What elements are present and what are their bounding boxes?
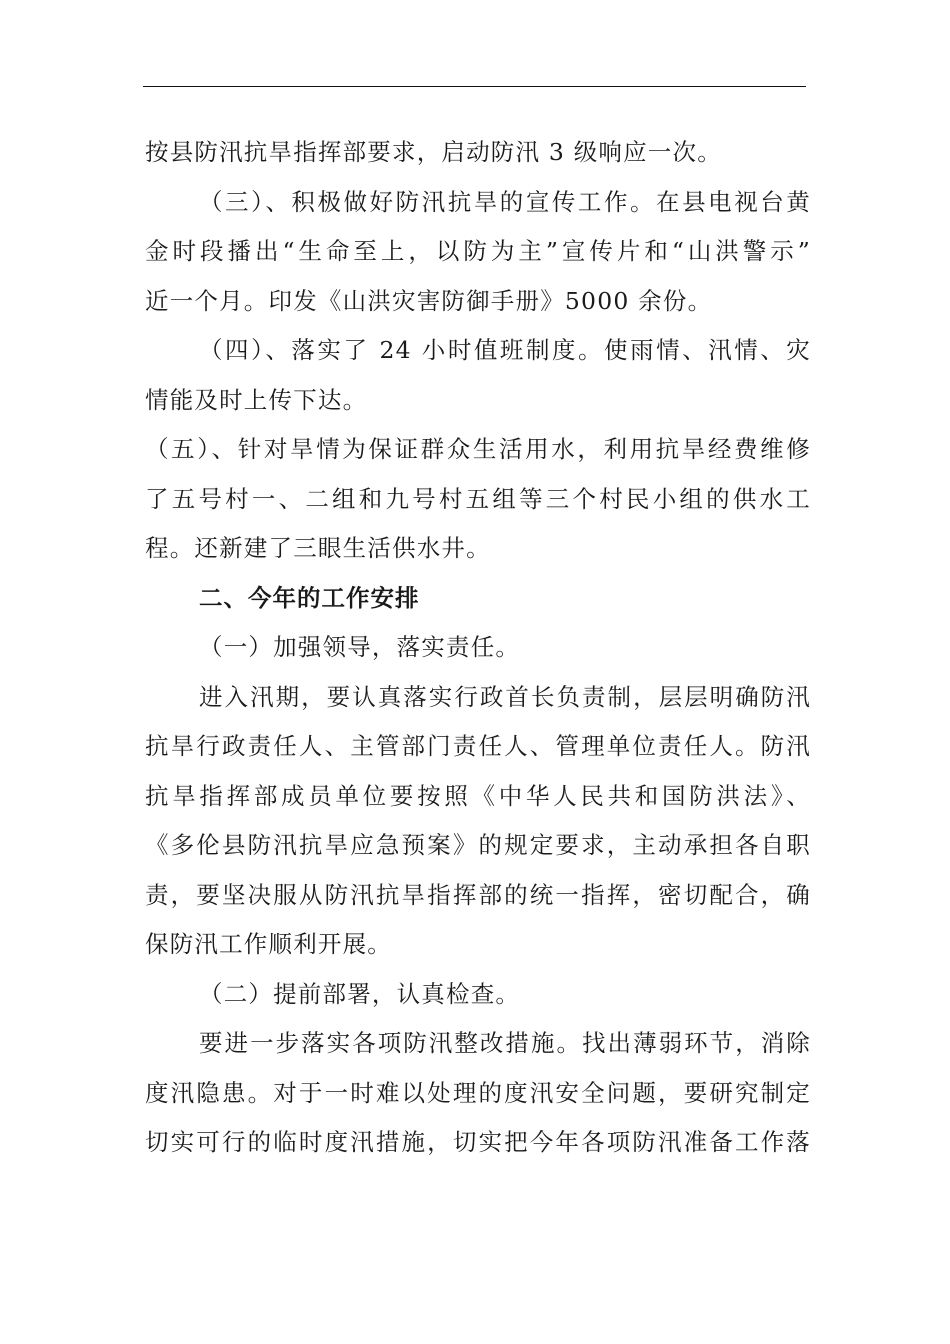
text-line: 了五号村一、二组和九号村五组等三个村民小组的供水工: [145, 484, 811, 513]
text-line: 保防汛工作顺利开展。: [145, 930, 392, 958]
text-line: 进入汛期，要认真落实行政首长负责制，层层明确防汛: [199, 682, 811, 711]
text-line: 情能及时上传下达。: [145, 385, 368, 414]
text-line: 抗旱指挥部成员单位要按照《中华人民共和国防洪法》、: [145, 781, 811, 810]
header-rule: [143, 86, 806, 87]
subsection-heading-one: （一）加强领导，落实责任。: [199, 633, 521, 661]
text-line: 抗旱行政责任人、主管部门责任人、管理单位责任人。防汛: [145, 732, 811, 760]
paragraph-item-four: （四）、落实了 24 小时值班制度。使雨情、汛情、灾: [199, 336, 811, 364]
section-heading: 二、今年的工作安排: [199, 583, 420, 612]
text-line: 切实可行的临时度汛措施，切实把今年各项防汛准备工作落: [145, 1128, 811, 1156]
text-line: 度汛隐患。对于一时难以处理的度汛安全问题，要研究制定: [145, 1078, 811, 1107]
paragraph-item-five: （五）、针对旱情为保证群众生活用水，利用抗旱经费维修: [145, 435, 811, 463]
text-line: 《多伦县防汛抗旱应急预案》的规定要求，主动承担各自职: [145, 831, 811, 859]
text-line: 按县防汛抗旱指挥部要求，启动防汛 3 级响应一次。: [145, 138, 722, 166]
paragraph-item-three: （三）、积极做好防汛抗旱的宣传工作。在县电视台黄: [199, 187, 811, 216]
subsection-heading-two: （二）提前部署，认真检查。: [199, 979, 521, 1008]
text-line: 近一个月。印发《山洪灾害防御手册》5000 余份。: [145, 286, 713, 315]
text-line: 责，要坚决服从防汛抗旱指挥部的统一指挥，密切配合，确: [145, 880, 811, 909]
text-line: 程。还新建了三眼生活供水井。: [145, 534, 491, 562]
document-body: [145, 128, 811, 1168]
text-line: 金时段播出“生命至上，以防为主”宣传片和“山洪警示”: [145, 237, 811, 265]
text-line: 要进一步落实各项防汛整改措施。找出薄弱环节，消除: [199, 1029, 811, 1057]
